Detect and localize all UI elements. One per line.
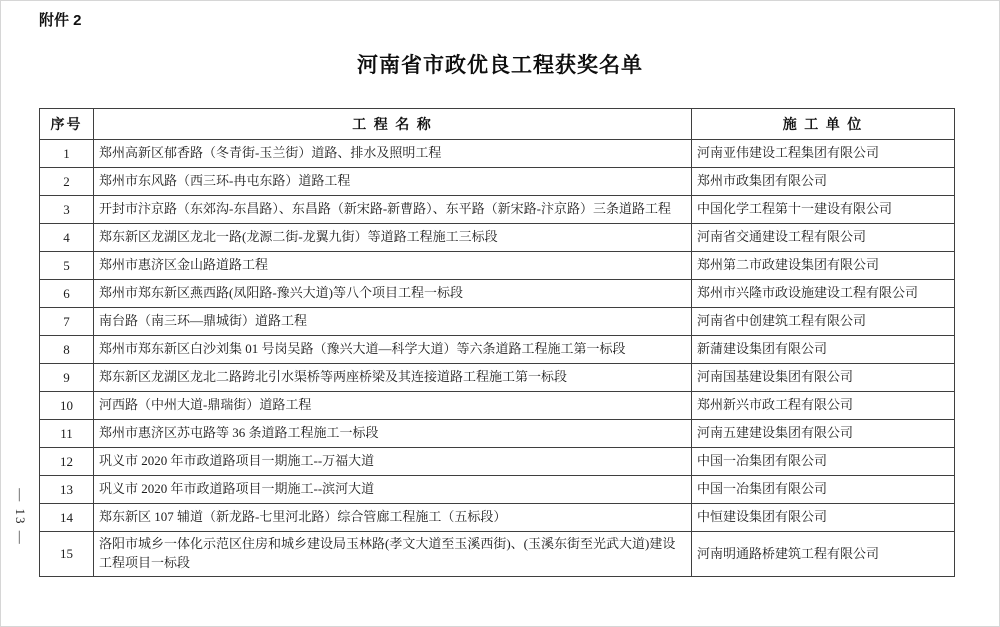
header-contractor: 施 工 单 位 <box>692 109 955 140</box>
project-name-cell: 郑东新区龙湖区龙北一路(龙源二街-龙翼九街）等道路工程施工三标段 <box>94 224 692 252</box>
row-number-cell: 12 <box>40 448 94 476</box>
project-name-cell: 巩义市 2020 年市政道路项目一期施工--滨河大道 <box>94 476 692 504</box>
project-name-cell: 巩义市 2020 年市政道路项目一期施工--万福大道 <box>94 448 692 476</box>
project-name-cell: 郑东新区 107 辅道（新龙路-七里河北路）综合管廊工程施工（五标段） <box>94 504 692 532</box>
row-number-cell: 8 <box>40 336 94 364</box>
page-number: — 13 — <box>13 488 28 546</box>
project-name-cell: 开封市汴京路（东郊沟-东昌路）、东昌路（新宋路-新曹路）、东平路（新宋路-汴京路）三条道路工程 <box>94 196 692 224</box>
table-row <box>40 476 955 504</box>
project-name-cell: 洛阳市城乡一体化示范区住房和城乡建设局玉林路(孝文大道至玉溪西街)、(玉溪东街至光武大道)建设工程项目一标段 <box>94 532 692 577</box>
contractor-cell: 河南国基建设集团有限公司 <box>692 364 955 392</box>
row-number-cell: 11 <box>40 420 94 448</box>
row-number-cell: 14 <box>40 504 94 532</box>
row-number-cell: 7 <box>40 308 94 336</box>
row-number-cell: 4 <box>40 224 94 252</box>
contractor-cell: 中国化学工程第十一建设有限公司 <box>692 196 955 224</box>
contractor-cell: 中恒建设集团有限公司 <box>692 504 955 532</box>
table-row <box>40 504 955 532</box>
table-row <box>40 364 955 392</box>
row-number-cell: 1 <box>40 140 94 168</box>
table-row <box>40 196 955 224</box>
row-number-cell: 5 <box>40 252 94 280</box>
project-name-cell: 郑州市惠济区金山路道路工程 <box>94 252 692 280</box>
table-row <box>40 448 955 476</box>
table-row <box>40 252 955 280</box>
row-number-cell: 10 <box>40 392 94 420</box>
row-number-cell: 2 <box>40 168 94 196</box>
project-name-cell: 郑东新区龙湖区龙北二路跨北引水渠桥等两座桥梁及其连接道路工程施工第一标段 <box>94 364 692 392</box>
table-row <box>40 140 955 168</box>
table-row <box>40 420 955 448</box>
row-number-cell: 9 <box>40 364 94 392</box>
table-row <box>40 308 955 336</box>
contractor-cell: 河南省中创建筑工程有限公司 <box>692 308 955 336</box>
contractor-cell: 中国一冶集团有限公司 <box>692 476 955 504</box>
table-row <box>40 532 955 577</box>
contractor-cell: 郑州第二市政建设集团有限公司 <box>692 252 955 280</box>
row-number-cell: 15 <box>40 532 94 577</box>
awards-table <box>39 108 955 577</box>
header-project-name: 工 程 名 称 <box>94 109 692 140</box>
contractor-cell: 河南省交通建设工程有限公司 <box>692 224 955 252</box>
page-title: 河南省市政优良工程获奖名单 <box>357 54 643 77</box>
contractor-cell: 河南亚伟建设工程集团有限公司 <box>692 140 955 168</box>
table-header-row <box>40 109 955 140</box>
project-name-cell: 郑州市惠济区苏屯路等 36 条道路工程施工一标段 <box>94 420 692 448</box>
project-name-cell: 郑州市东风路（西三环-冉屯东路）道路工程 <box>94 168 692 196</box>
row-number-cell: 3 <box>40 196 94 224</box>
project-name-cell: 郑州市郑东新区白沙刘集 01 号岗吴路（豫兴大道—科学大道）等六条道路工程施工第一标段 <box>94 336 692 364</box>
row-number-cell: 13 <box>40 476 94 504</box>
contractor-cell: 河南明通路桥建筑工程有限公司 <box>692 532 955 577</box>
table-row <box>40 224 955 252</box>
contractor-cell: 郑州市兴隆市政设施建设工程有限公司 <box>692 280 955 308</box>
table-row <box>40 280 955 308</box>
header-no: 序号 <box>40 109 94 140</box>
table-row <box>40 168 955 196</box>
project-name-cell: 河西路（中州大道-鼎瑞街）道路工程 <box>94 392 692 420</box>
contractor-cell: 郑州新兴市政工程有限公司 <box>692 392 955 420</box>
project-name-cell: 南台路（南三环—鼎城街）道路工程 <box>94 308 692 336</box>
project-name-cell: 郑州高新区郁香路（冬青街-玉兰街）道路、排水及照明工程 <box>94 140 692 168</box>
project-name-cell: 郑州市郑东新区燕西路(凤阳路-豫兴大道)等八个项目工程一标段 <box>94 280 692 308</box>
contractor-cell: 郑州市政集团有限公司 <box>692 168 955 196</box>
table-row <box>40 392 955 420</box>
table-row <box>40 336 955 364</box>
contractor-cell: 河南五建建设集团有限公司 <box>692 420 955 448</box>
contractor-cell: 新蒲建设集团有限公司 <box>692 336 955 364</box>
contractor-cell: 中国一冶集团有限公司 <box>692 448 955 476</box>
row-number-cell: 6 <box>40 280 94 308</box>
attachment-label: 附件 2 <box>39 12 82 29</box>
